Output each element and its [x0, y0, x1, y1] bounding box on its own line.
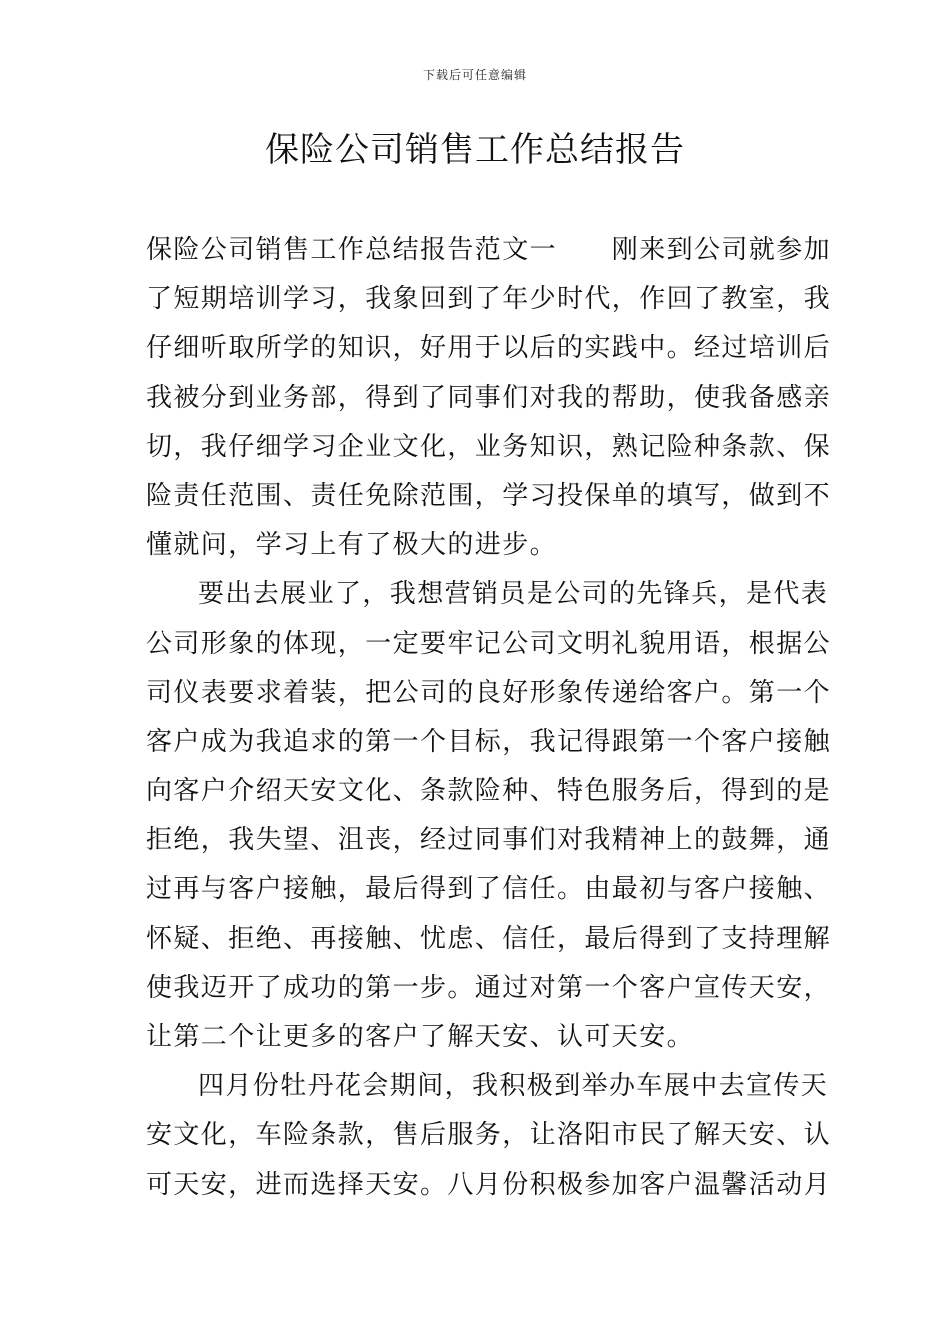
document-title: 保险公司销售工作总结报告	[265, 130, 685, 170]
text-line: 拒绝，我失望、沮丧，经过同事们对我精神上的鼓舞，通	[146, 825, 832, 856]
text-line: 安文化，车险条款，售后服务，让洛阳市民了解天安、认	[146, 1120, 832, 1151]
text-line: 司仪表要求着装，把公司的良好形象传递给客户。第一个	[146, 677, 832, 708]
text-line: 让第二个让更多的客户了解天安、认可天安。	[146, 1022, 695, 1052]
text-line: 仔细听取所学的知识，好用于以后的实践中。经过培训后	[146, 333, 832, 364]
text-line: 了短期培训学习，我象回到了年少时代，作回了教室，我	[146, 284, 832, 315]
text-line: 我被分到业务部，得到了同事们对我的帮助，使我备感亲	[146, 382, 832, 413]
text-line: 保险公司销售工作总结报告范文一 刚来到公司就参加	[146, 235, 832, 265]
document-body	[146, 226, 832, 1210]
text-line: 过再与客户接触，最后得到了信任。由最初与客户接触、	[146, 874, 832, 905]
text-line: 懂就问，学习上有了极大的进步。	[146, 530, 558, 561]
text-line: 使我迈开了成功的第一步。通过对第一个客户宣传天安，	[146, 972, 832, 1003]
text-line: 要出去展业了，我想营销员是公司的先锋兵，是代表	[198, 579, 829, 610]
text-line: 切，我仔细学习企业文化，业务知识，熟记险种条款、保	[146, 431, 832, 462]
text-line: 怀疑、拒绝、再接触、忧虑、信任，最后得到了支持理解	[146, 923, 832, 954]
text-line: 四月份牡丹花会期间，我积极到举办车展中去宣传天	[198, 1071, 829, 1102]
text-line: 客户成为我追求的第一个目标，我记得跟第一个客户接触	[146, 726, 832, 757]
text-line: 可天安，进而选择天安。八月份积极参加客户温馨活动月	[146, 1169, 832, 1200]
text-line: 险责任范围、责任免除范围，学习投保单的填写，做到不	[146, 480, 832, 511]
text-line: 公司形象的体现，一定要牢记公司文明礼貌用语，根据公	[146, 628, 832, 659]
header-note: 下载后可任意编辑	[422, 68, 527, 82]
text-line: 向客户介绍天安文化、条款险种、特色服务后，得到的是	[146, 776, 832, 807]
